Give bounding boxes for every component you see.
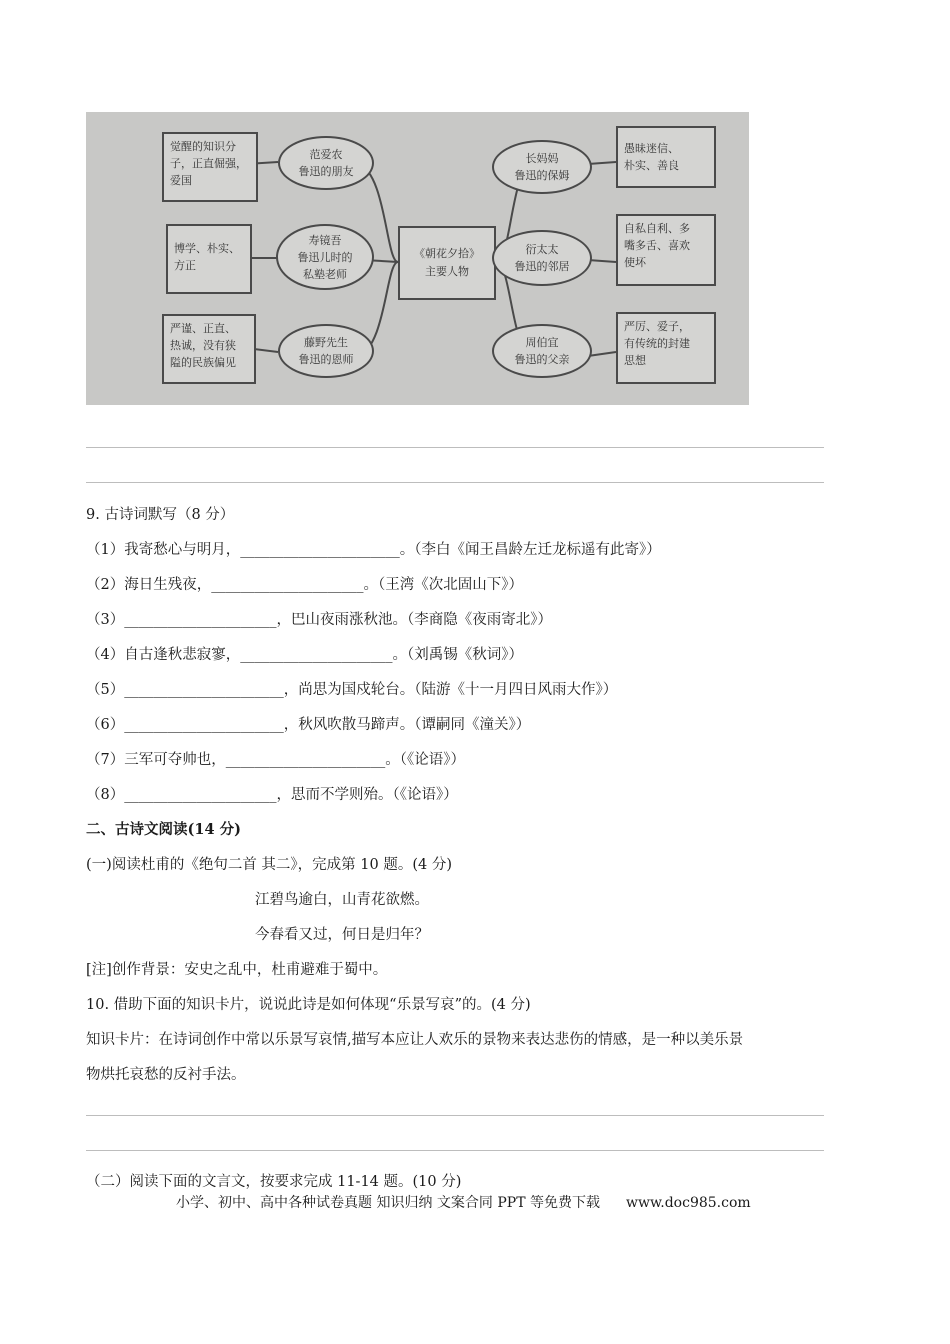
footer-url[interactable]: www.doc985.com — [625, 1195, 751, 1211]
question-9-item-8: （8）_____________________，思而不学则殆。（《论语》） — [86, 787, 458, 803]
question-10: 10. 借助下面的知识卡片，说说此诗是如何体现“乐景写哀”的。(4 分) — [86, 997, 531, 1013]
trait-box-chang-mama: 愚昧迷信、 朴实、善良 — [616, 126, 716, 188]
footer-text: 小学、初中、高中各种试卷真题 知识归纳 文案合同 PPT 等免费下载 — [176, 1195, 600, 1211]
knowledge-card-line-1: 知识卡片：在诗词创作中常以乐景写哀情,描写本应让人欢乐的景物来表达悲伤的情感，是一种以美乐景 — [86, 1032, 744, 1048]
person-fujino: 藤野先生 鲁迅的恩师 — [278, 324, 374, 378]
character-mind-map — [86, 112, 749, 405]
question-9-item-2: （2）海日生残夜，_____________________。（王湾《次北固山下》） — [86, 577, 523, 593]
person-yan-taitai: 衍太太 鲁迅的邻居 — [492, 230, 592, 286]
question-9-item-6: （6）______________________，秋风吹散马蹄声。（谭嗣同《潼关》） — [86, 717, 531, 733]
poem-line-1: 江碧鸟逾白，山青花欲燃。 — [255, 892, 429, 908]
trait-box-zhou-boyi: 严厉、爱子， 有传统的封建 思想 — [616, 312, 716, 384]
question-9-item-4: （4）自古逢秋悲寂寥，_____________________。（刘禹锡《秋词》） — [86, 647, 523, 663]
answer-line — [86, 482, 824, 483]
question-9-item-7: （7）三军可夺帅也，______________________。（《论语》） — [86, 752, 465, 768]
poem-line-2: 今春看又过，何日是归年？ — [255, 927, 429, 943]
answer-line — [86, 1150, 824, 1151]
mind-map-center: 《朝花夕拾》 主要人物 — [398, 226, 496, 300]
question-9-item-5: （5）______________________，尚思为国戍轮台。（陆游《十一月四日风雨大作》） — [86, 682, 618, 698]
poem-note: [注]创作背景：安史之乱中，杜甫避难于蜀中。 — [86, 962, 388, 978]
trait-box-fujino: 严谨、正直、 热诚，没有狭 隘的民族偏见 — [162, 314, 256, 384]
trait-box-fan-ainong: 觉醒的知识分 子，正直倔强， 爱国 — [162, 132, 258, 202]
question-9-item-1: （1）我寄愁心与明月，______________________。（李白《闻王昌龄左迁龙标遥有此寄》） — [86, 542, 661, 558]
question-9-title: 9. 古诗词默写（8 分） — [86, 507, 235, 523]
person-zhou-boyi: 周伯宜 鲁迅的父亲 — [492, 324, 592, 378]
trait-box-yan-taitai: 自私自利、多 嘴多舌、喜欢 使坏 — [616, 214, 716, 286]
person-chang-mama: 长妈妈 鲁迅的保姆 — [492, 140, 592, 194]
page-footer — [176, 1192, 751, 1212]
section-2-heading: 二、古诗文阅读(14 分) — [86, 821, 241, 838]
answer-line — [86, 1115, 824, 1116]
person-fan-ainong: 范爱农 鲁迅的朋友 — [278, 136, 374, 190]
knowledge-card-line-2: 物烘托哀愁的反衬手法。 — [86, 1067, 246, 1083]
person-shou-jingwu: 寿镜吾 鲁迅儿时的 私塾老师 — [276, 224, 374, 290]
section-2-part-2-intro: （二）阅读下面的文言文，按要求完成 11-14 题。(10 分) — [86, 1174, 462, 1190]
section-2-part-1-intro: (一)阅读杜甫的《绝句二首 其二》，完成第 10 题。(4 分) — [86, 857, 452, 873]
answer-line — [86, 447, 824, 448]
question-9-item-3: （3）_____________________，巴山夜雨涨秋池。（李商隐《夜雨寄北》） — [86, 612, 552, 628]
trait-box-shou-jingwu: 博学、朴实、 方正 — [166, 224, 252, 294]
